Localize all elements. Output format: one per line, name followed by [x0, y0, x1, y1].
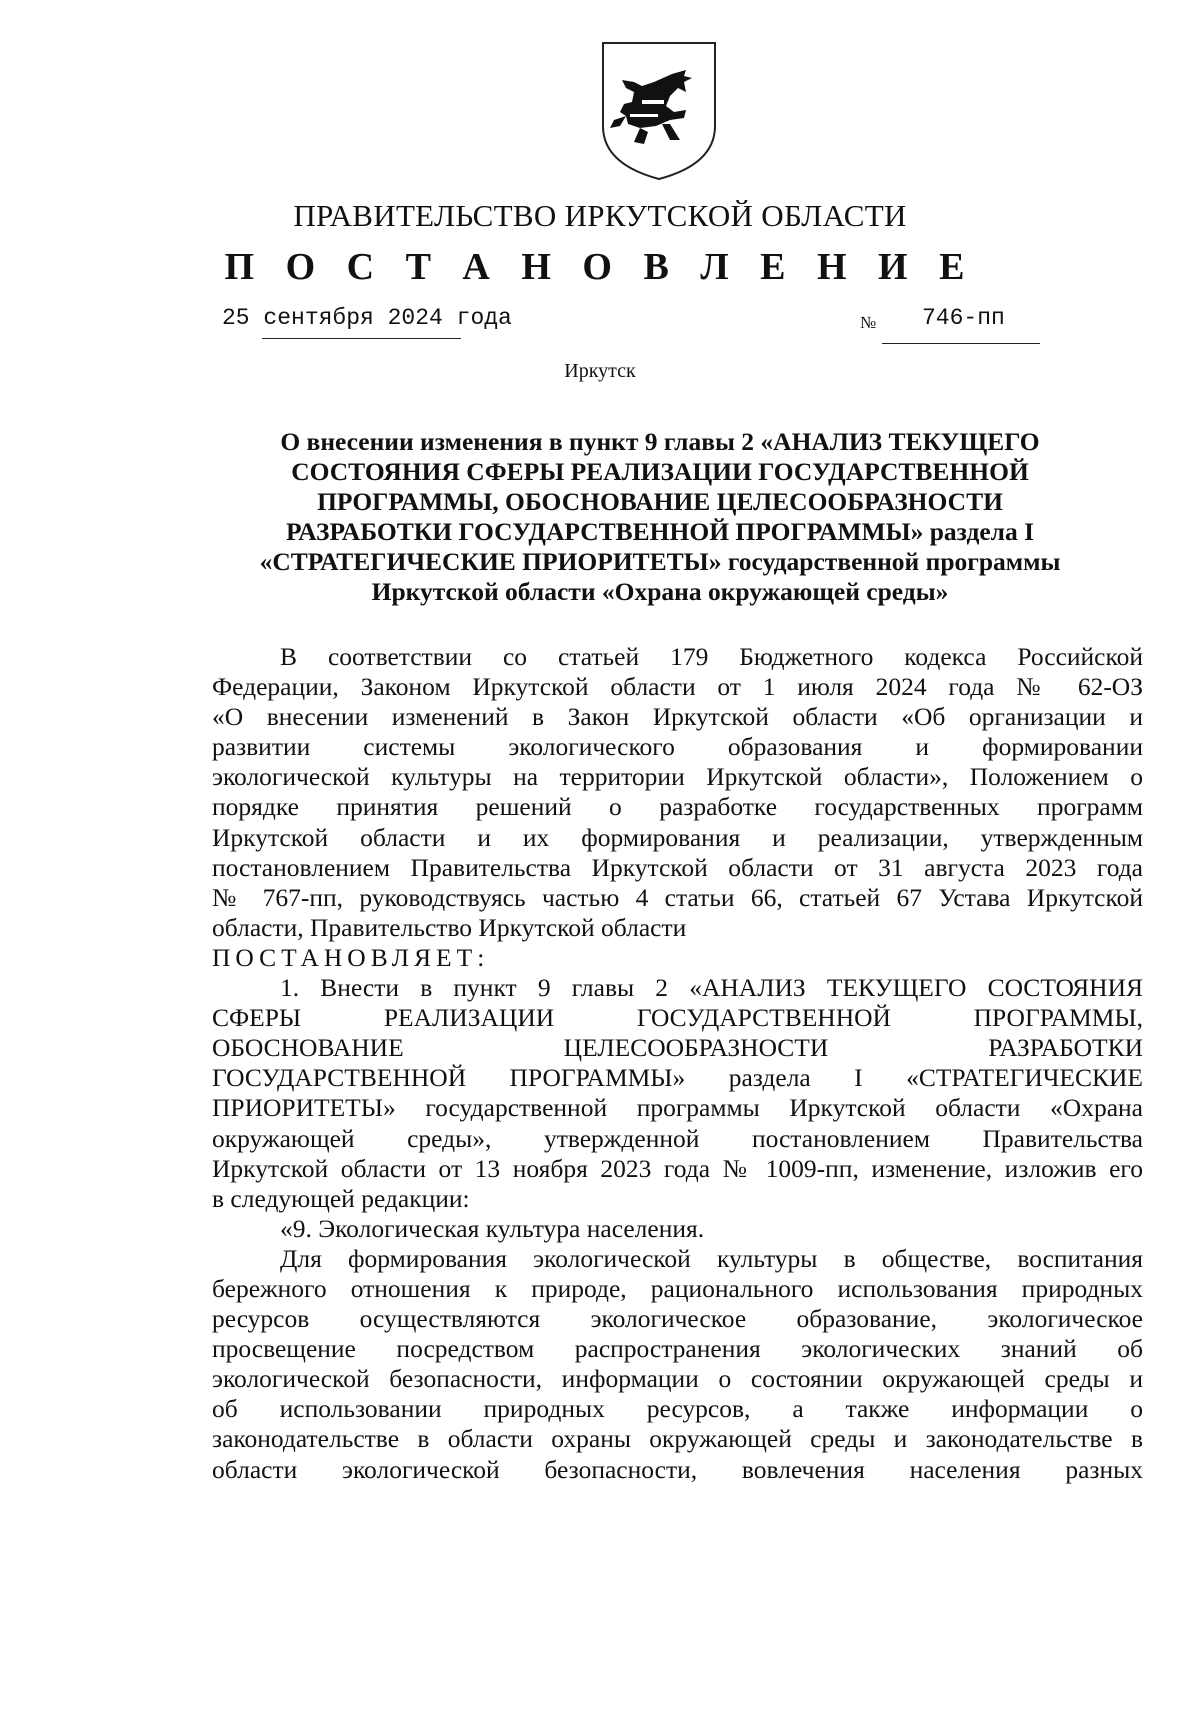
body-line: Иркутской области и их формирования и реализации, утвержденным [212, 822, 1143, 852]
body-line: 1. Внести в пункт 9 главы 2 «АНАЛИЗ ТЕКУЩЕГО СОСТОЯНИЯ [280, 973, 1143, 1003]
document-type: П О С Т А Н О В Л Е Н И Е [224, 246, 976, 288]
document-number: 746-пп [922, 305, 1005, 331]
body-line: постановлением Правительства Иркутской области от 31 августа 2023 года [212, 852, 1143, 882]
body-line: об использовании природных ресурсов, а также информации о [212, 1394, 1143, 1424]
body-line: ОБОСНОВАНИЕ ЦЕЛЕСООБРАЗНОСТИ РАЗРАБОТКИ [212, 1033, 1143, 1063]
body-line: области, Правительство Иркутской области [212, 912, 687, 942]
body-line: экологической безопасности, информации о состоянии окружающей среды и [212, 1364, 1143, 1394]
body-line: области экологической безопасности, вовлечения населения разных [212, 1454, 1143, 1484]
number-sign: № [860, 313, 877, 332]
document-title [220, 427, 1100, 607]
document-body [212, 642, 1143, 1485]
body-line: порядке принятия решений о разработке государственных программ [212, 792, 1143, 822]
title-line: О внесении изменения в пункт 9 главы 2 «АНАЛИЗ ТЕКУЩЕГО [280, 427, 1040, 456]
body-line: «О внесении изменений в Закон Иркутской области «Об организации и [212, 702, 1143, 732]
title-line: «СТРАТЕГИЧЕСКИЕ ПРИОРИТЕТЫ» государственной программы [259, 547, 1061, 576]
body-line: Для формирования экологической культуры в обществе, воспитания [280, 1243, 1143, 1273]
body-line: ресурсов осуществляются экологическое образование, экологическое [212, 1304, 1143, 1334]
title-line: Иркутской области «Охрана окружающей среды» [371, 577, 949, 606]
body-line: Федерации, Законом Иркутской области от 1 июля 2024 года № 62-ОЗ [212, 672, 1143, 702]
body-line: окружающей среды», утвержденной постановлением Правительства [212, 1123, 1143, 1153]
body-line: экологической культуры на территории Иркутской области», Положением о [212, 762, 1143, 792]
government-name: ПРАВИТЕЛЬСТВО ИРКУТСКОЙ ОБЛАСТИ [293, 198, 907, 233]
body-line: Иркутской области от 13 ноября 2023 года № 1009-пп, изменение, изложив его [212, 1153, 1143, 1183]
section-heading: «9. Экологическая культура населения. [280, 1213, 705, 1243]
document-date: 25 сентября 2024 года [222, 305, 512, 331]
body-line: развитии системы экологического образования и формировании [212, 732, 1143, 762]
number-underline [882, 343, 1040, 344]
body-line: просвещение посредством распространения экологических знаний об [212, 1334, 1143, 1364]
coat-of-arms-icon [600, 40, 718, 182]
title-line: РАЗРАБОТКИ ГОСУДАРСТВЕННОЙ ПРОГРАММЫ» раздела I [285, 517, 1035, 546]
resolves-heading: ПОСТАНОВЛЯЕТ: [212, 942, 490, 972]
body-line: бережного отношения к природе, рационального использования природных [212, 1273, 1143, 1303]
body-line: № 767-пп, руководствуясь частью 4 статьи 66, статьей 67 Устава Иркутской [212, 882, 1143, 912]
body-line: ГОСУДАРСТВЕННОЙ ПРОГРАММЫ» раздела I «СТРАТЕГИЧЕСКИЕ [212, 1063, 1143, 1093]
body-line: ПРИОРИТЕТЫ» государственной программы Иркутской области «Охрана [212, 1093, 1143, 1123]
date-underline [262, 338, 461, 339]
body-line: в следующей редакции: [212, 1183, 470, 1213]
title-line: ПРОГРАММЫ, ОБОСНОВАНИЕ ЦЕЛЕСООБРАЗНОСТИ [317, 487, 1003, 516]
body-line: СФЕРЫ РЕАЛИЗАЦИИ ГОСУДАРСТВЕННОЙ ПРОГРАММЫ, [212, 1003, 1143, 1033]
item-1-paragraph [212, 973, 1143, 1214]
title-line: СОСТОЯНИЯ СФЕРЫ РЕАЛИЗАЦИИ ГОСУДАРСТВЕННОЙ [291, 457, 1029, 486]
preamble-paragraph [212, 642, 1143, 943]
section-paragraph [212, 1244, 1143, 1485]
body-line: законодательстве в области охраны окружающей среды и законодательстве в [212, 1424, 1143, 1454]
city: Иркутск [564, 360, 636, 382]
body-line: В соответствии со статьей 179 Бюджетного кодекса Российской [280, 642, 1143, 671]
